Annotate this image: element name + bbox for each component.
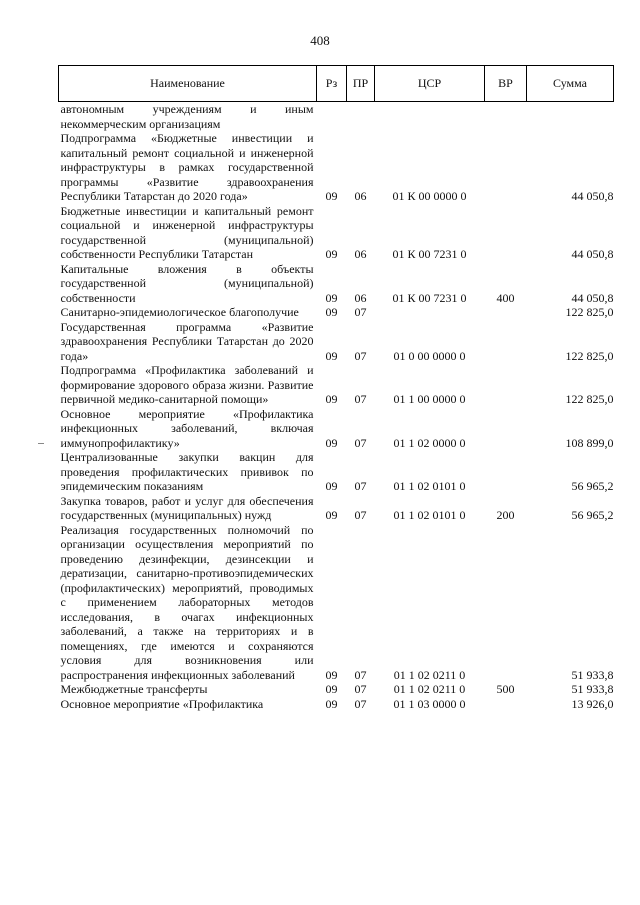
table-row — [59, 320, 614, 364]
cell-rz: 09 — [325, 667, 338, 682]
cell-csr: 01 К 00 0000 0 — [392, 189, 467, 203]
cell-vr — [485, 102, 527, 132]
header-pr: ПР — [347, 66, 375, 102]
cell-rz: 09 — [325, 696, 338, 711]
cell-vr — [485, 320, 527, 364]
cell-sum: 122 825,0 — [565, 392, 614, 406]
header-name: Наименование — [59, 66, 317, 102]
cell-pr: 07 — [354, 392, 367, 406]
header-rz: Рз — [317, 66, 347, 102]
cell-vr — [485, 697, 527, 712]
table-row — [59, 523, 614, 683]
cell-csr: 01 К 00 7231 0 — [392, 290, 467, 305]
cell-rz: 09 — [325, 290, 338, 305]
margin-mark — [38, 443, 44, 444]
cell-sum: 13 926,0 — [571, 696, 614, 711]
cell-vr — [485, 131, 527, 204]
cell-name: Подпрограмма «Профилактика заболеваний и формирование здорового образа жизни. Развитие первичной медико-санитарной помощи» — [60, 363, 314, 406]
cell-vr — [485, 363, 527, 407]
table-row — [59, 407, 614, 451]
cell-csr: 01 1 03 0000 0 — [393, 696, 466, 711]
cell-csr: 01 1 02 0101 0 — [393, 479, 466, 493]
cell-rz: 09 — [325, 479, 338, 493]
cell-name: Подпрограмма «Бюджетные инвестиции и капитальный ремонт социальной и инженерной инфраструктуры в рамках государственной программы «Развитие здравоохранения Республики Татарстан до 2020 года» — [60, 131, 314, 203]
cell-rz: 09 — [325, 247, 338, 261]
cell-name: Закупка товаров, работ и услуг для обеспечения государственных (муниципальных) нужд — [60, 493, 314, 522]
header-sum: Сумма — [527, 66, 614, 102]
cell-rz: 09 — [325, 435, 338, 450]
cell-name: Реализация государственных полномочий по организации осуществления мероприятий по проведению дезинфекции, дезинсекции и дератизации, санитарно-противоэпидемических (профилактических) мероприятий, проводимых с применением лабораторных методов исследования, в очагах инфекционных заболеваний, а также на территориях и в помещениях, где имеются и сохраняются условия для возникновения или распространения инфекционных заболеваний — [60, 522, 314, 682]
cell-pr: 06 — [354, 290, 367, 305]
cell-name: Бюджетные инвестиции и капитальный ремонт социальной и инженерной инфраструктуры государственной (муниципальной) собственности Республики Татарстан — [60, 203, 314, 261]
cell-sum: 44 050,8 — [571, 290, 614, 305]
cell-rz: 09 — [325, 508, 338, 522]
cell-sum: 56 965,2 — [571, 508, 614, 522]
cell-name: Основное мероприятие «Профилактика инфекционных заболеваний, включая иммунопрофилактику» — [60, 406, 314, 450]
cell-sum: 122 825,0 — [565, 348, 614, 363]
cell-sum: 44 050,8 — [571, 247, 614, 261]
cell-pr: 07 — [354, 348, 367, 363]
cell-csr: 01 1 02 0211 0 — [393, 667, 466, 682]
cell-csr — [375, 102, 485, 132]
table-row — [59, 494, 614, 523]
cell-sum: 44 050,8 — [571, 189, 614, 203]
cell-vr — [485, 204, 527, 262]
budget-table — [58, 65, 614, 711]
cell-rz — [317, 102, 347, 132]
cell-pr: 07 — [354, 696, 367, 711]
cell-vr — [485, 523, 527, 683]
table-row — [59, 363, 614, 407]
cell-name: Санитарно-эпидемиологическое благополучие — [60, 305, 299, 319]
cell-pr — [347, 102, 375, 132]
table-body — [59, 102, 614, 712]
cell-csr: 01 1 02 0101 0 — [393, 508, 466, 522]
cell-pr: 07 — [354, 682, 367, 696]
table-row — [59, 262, 614, 306]
table-row — [59, 204, 614, 262]
table-row — [59, 697, 614, 712]
table-row — [59, 305, 614, 320]
cell-pr: 07 — [354, 305, 367, 319]
table-row — [59, 131, 614, 204]
cell-pr: 07 — [354, 435, 367, 450]
cell-sum: 51 933,8 — [571, 682, 614, 696]
cell-csr: 01 1 00 0000 0 — [393, 392, 466, 406]
cell-sum — [527, 102, 614, 132]
cell-vr — [485, 305, 527, 320]
cell-rz: 09 — [325, 305, 338, 319]
cell-vr: 200 — [496, 508, 515, 522]
cell-pr: 07 — [354, 479, 367, 493]
cell-vr: 400 — [496, 290, 515, 305]
cell-csr: 01 0 00 0000 0 — [393, 348, 466, 363]
cell-sum: 122 825,0 — [565, 305, 614, 319]
cell-sum: 108 899,0 — [565, 435, 614, 450]
cell-vr — [485, 450, 527, 494]
cell-rz: 09 — [325, 392, 338, 406]
cell-csr: 01 1 02 0000 0 — [393, 435, 466, 450]
table-row — [59, 450, 614, 494]
cell-csr: 01 К 00 7231 0 — [392, 247, 467, 261]
table-header — [59, 66, 614, 102]
cell-vr — [485, 407, 527, 451]
cell-rz: 09 — [325, 682, 338, 696]
cell-pr: 07 — [354, 508, 367, 522]
cell-name: Государственная программа «Развитие здравоохранения Республики Татарстан до 2020 года» — [60, 319, 314, 363]
cell-vr: 500 — [496, 682, 515, 696]
header-csr: ЦСР — [375, 66, 485, 102]
cell-csr: 01 1 02 0211 0 — [393, 682, 466, 696]
cell-sum: 51 933,8 — [571, 667, 614, 682]
cell-pr: 07 — [354, 667, 367, 682]
page-number: 408 — [310, 33, 330, 48]
cell-name: Межбюджетные трансферты — [60, 682, 208, 696]
cell-csr — [375, 305, 485, 320]
cell-rz: 09 — [325, 189, 338, 203]
table-row — [59, 102, 614, 132]
header-vr: ВР — [485, 66, 527, 102]
table-row — [59, 682, 614, 697]
cell-sum: 56 965,2 — [571, 479, 614, 493]
cell-pr: 06 — [354, 247, 367, 261]
cell-rz: 09 — [325, 348, 338, 363]
cell-name: Централизованные закупки вакцин для проведения профилактических прививок по эпидемическим показаниям — [60, 450, 314, 493]
cell-name: Основное мероприятие «Профилактика — [60, 696, 264, 711]
cell-name: Капитальные вложения в объекты государственной (муниципальной) собственности — [60, 261, 314, 305]
cell-pr: 06 — [354, 189, 367, 203]
cell-name: автономным учреждениям и иным некоммерческим организациям — [60, 102, 314, 131]
